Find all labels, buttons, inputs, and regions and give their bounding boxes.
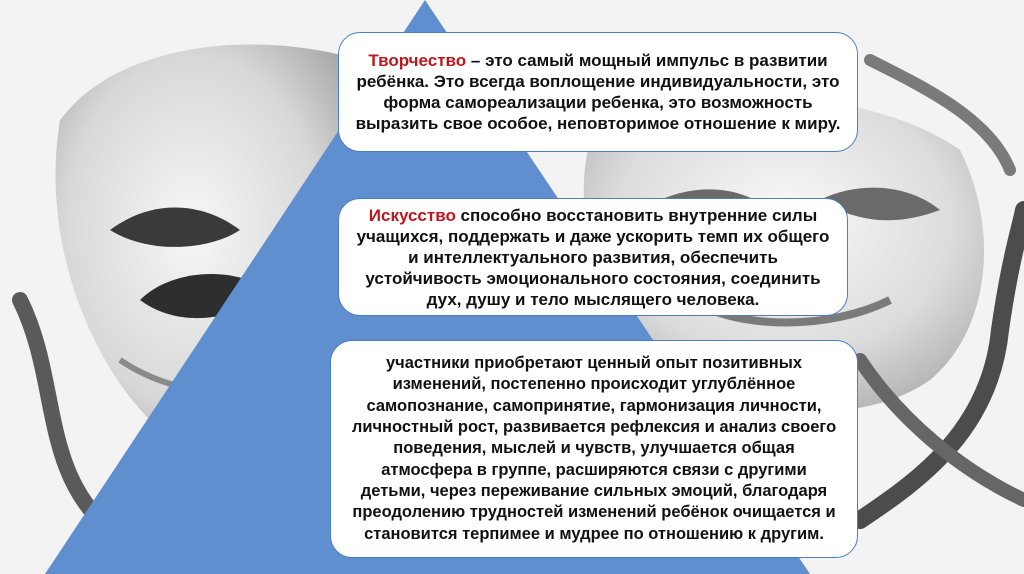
creativity-block bbox=[338, 32, 858, 152]
creativity-term: Творчество bbox=[368, 51, 467, 70]
outcomes-block bbox=[330, 340, 858, 558]
creativity-paragraph bbox=[353, 50, 843, 134]
creativity-text: – это самый мощный импульс в развитии ребёнка. Это всегда воплощение индивидуальности, это форма самореализации ребенка, это возможность выразить свое особое, неповторимое отношение к миру. bbox=[355, 51, 841, 133]
outcomes-text: участники приобретают ценный опыт позитивных изменений, постепенно происходит углублённое самопознание, самопринятие, гармонизация личности, личностный рост, развивается рефлексия и анализ своего поведения, мыслей и чувств, улучшается общая атмосфера в группе, расширяются связи с другими детьми, через переживание сильных эмоций, благодаря преодолению трудностей изменений ребёнок очищается и становится терпимее и мудрее по отношению к другим. bbox=[351, 354, 837, 543]
art-text: способно восстановить внутренние силы учащихся, поддержать и даже ускорить темп их общего и интеллектуального развития, обеспечить устойчивость эмоционального состояния, соединить дух, душу и тело мыслящего человека. bbox=[356, 205, 830, 309]
art-block bbox=[338, 198, 848, 316]
art-term: Искусство bbox=[368, 205, 456, 225]
art-paragraph bbox=[353, 205, 833, 310]
